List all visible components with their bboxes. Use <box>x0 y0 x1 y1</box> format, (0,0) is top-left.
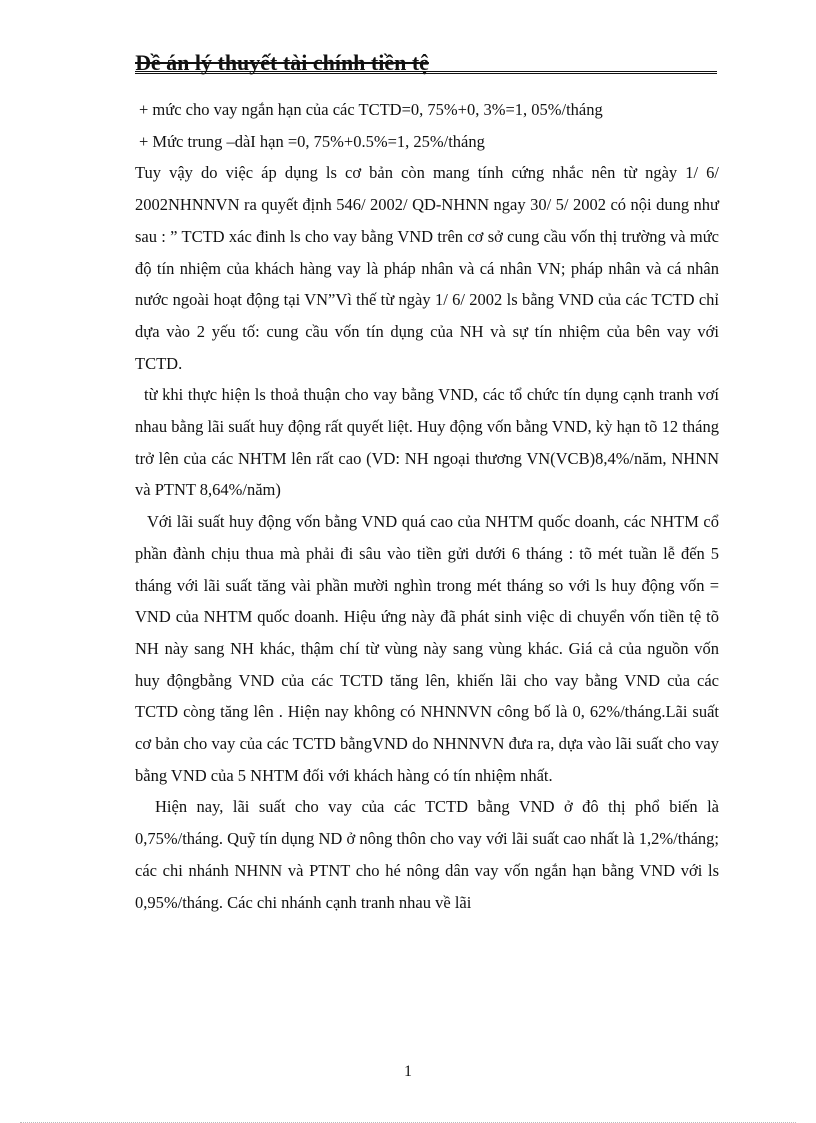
bullet-medium-long-term-rate: + Mức trung –dàI hạn =0, 75%+0.5%=1, 25%/tháng <box>139 131 485 151</box>
paragraph-negotiated-rate: từ khi thực hiện ls thoả thuận cho vay bằng VND, các tổ chức tín dụng cạnh tranh vơí nhau bằng lãi suất huy động rất quyết liệt. Huy động vốn bằng VND, kỳ hạn tõ 12 tháng trở lên của các NHTM lên rất cao (VD: NH ngoại thương VN(VCB)8,4%/năm, NHNN và PTNT 8,64%/năm) <box>135 385 719 500</box>
bullet-short-term-rate: + mức cho vay ngắn hạn của các TCTD=0, 75%+0, 3%=1, 05%/tháng <box>139 100 603 119</box>
document-body <box>135 94 719 918</box>
paragraph-base-rate-decision: Tuy vậy do việc áp dụng ls cơ bản còn mang tính cứng nhắc nên từ ngày 1/ 6/ 2002NHNNVN ra quyết định 546/ 2002/ QD-NHNN ngay 30/ 5/ 2002 có nội dung như sau : ” TCTD xác đinh ls cho vay bằng VND trên cơ sở cung cầu vốn thị trường và mức độ tín nhiệm của khách hàng vay là pháp nhân và cá nhân VN; pháp nhân và cá nhân nước ngoài hoạt động tại VN”Vì thế từ ngày 1/ 6/ 2002 ls bằng VND của các TCTD chỉ dựa vào 2 yếu tố: cung cầu vốn tín dụng của NH và sự tín nhiệm của bên vay với TCTD. <box>135 163 719 373</box>
paragraph-deposit-competition: Với lãi suất huy động vốn bằng VND quá cao của NHTM quốc doanh, các NHTM cổ phần đành chịu thua mà phải đi sâu vào tiền gửi dưới 6 tháng : tõ mét tuần lễ đến 5 tháng với lãi suất tăng vài phần mười nghìn trong mét tháng so với ls huy động vốn = VND của NHTM quốc doanh. Hiệu ứng này đã phát sinh việc di chuyển vốn tiền tệ tõ NH này sang NH khác, thậm chí từ vùng này sang vùng khác. Giá cả của nguồn vốn huy độngbằng VND của các TCTD tăng lên, khiến lãi cho vay bằng VND của các TCTD còng tăng lên . Hiện nay không có NHNNVN công bố là 0, 62%/tháng.Lãi suất cơ bản cho vay của các TCTD bằngVND do NHNNVN đưa ra, dựa vào lãi suất cho vay bằng VND của 5 NHTM đối với khách hàng có tín nhiệm nhất. <box>135 512 719 785</box>
page-header <box>135 48 717 78</box>
header-rule <box>135 71 717 74</box>
document-title: Đề án lý thuyết tài chính tiền tệ <box>135 50 429 75</box>
page-number: 1 <box>404 1063 412 1080</box>
paragraph-current-lending-rates: Hiện nay, lãi suất cho vay của các TCTD bằng VND ở đô thị phổ biến là 0,75%/tháng. Quỹ tín dụng ND ở nông thôn cho vay với lãi suất cao nhất là 1,2%/tháng; các chi nhánh NHNN và PTNT cho hé nông dân vay vốn ngắn hạn bằng VND với ls 0,95%/tháng. Các chi nhánh cạnh tranh nhau về lãi <box>135 797 719 912</box>
